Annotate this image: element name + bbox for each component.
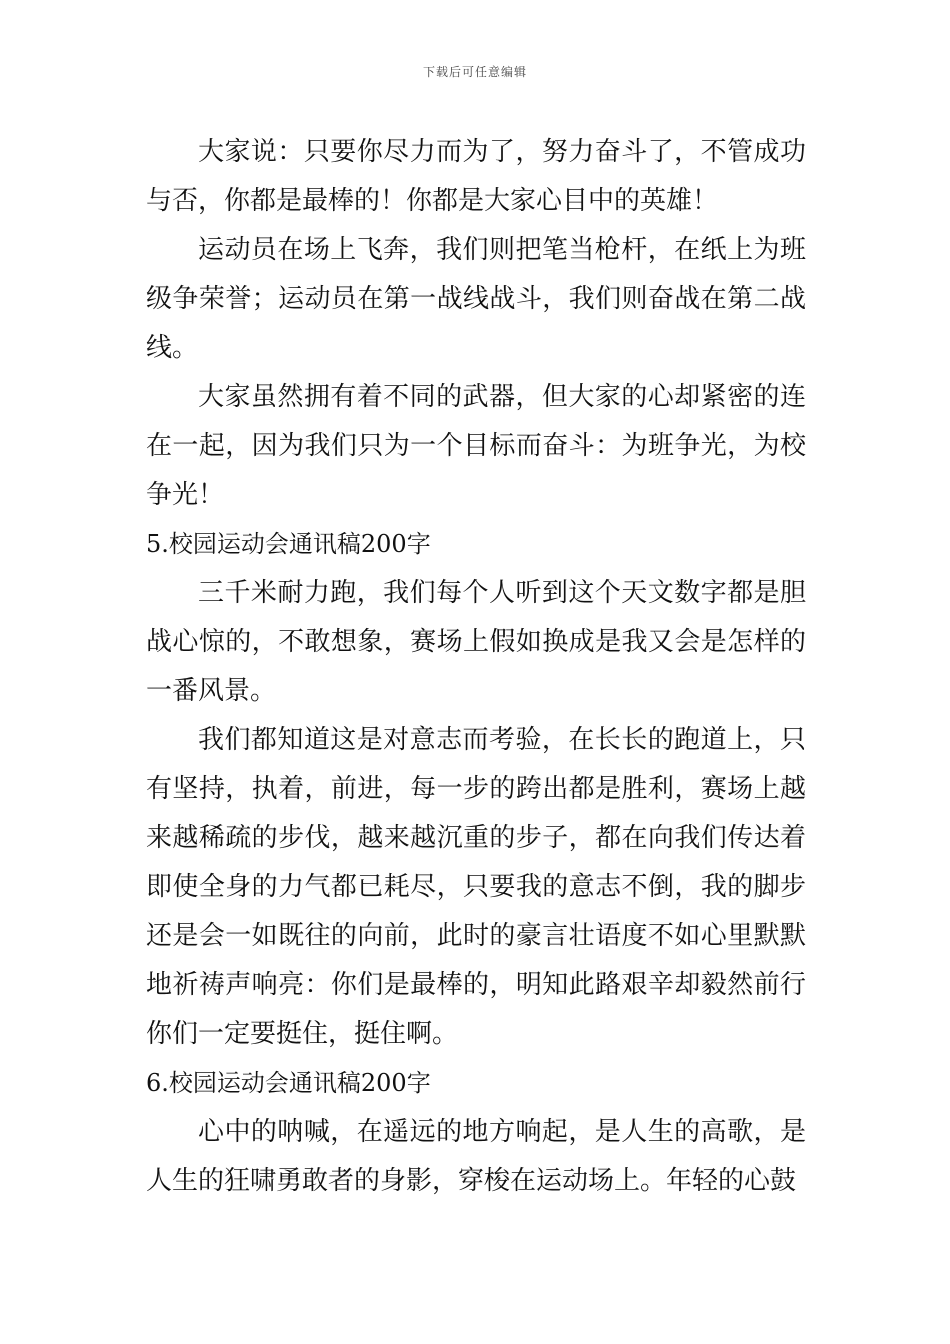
paragraph: 三千米耐力跑，我们每个人听到这个天文数字都是胆战心惊的，不敢想象，赛场上假如换成是我又会是怎样的一番风景。 [146, 578, 806, 706]
paragraph: 大家虽然拥有着不同的武器，但大家的心却紧密的连在一起，因为我们只为一个目标而奋斗：为班争光，为校争光！ [146, 382, 806, 510]
section-heading-6: 6.校园运动会通讯稿200字 [146, 1069, 431, 1097]
paragraph: 运动员在场上飞奔，我们则把笔当枪杆，在纸上为班级争荣誉；运动员在第一战线战斗，我们则奋战在第二战线。 [146, 235, 806, 363]
document-body [146, 128, 806, 1206]
page-header: 下载后可任意编辑 [422, 65, 527, 79]
paragraph: 心中的呐喊，在遥远的地方响起，是人生的高歌，是人生的狂啸勇敢者的身影，穿梭在运动场上。年轻的心鼓 [146, 1117, 806, 1196]
paragraph: 我们都知道这是对意志而考验，在长长的跑道上，只有坚持，执着，前进，每一步的跨出都是胜利，赛场上越来越稀疏的步伐，越来越沉重的步子，都在向我们传达着即使全身的力气都已耗尽，只要我的意志不倒，我的脚步还是会一如既往的向前，此时的豪言壮语度不如心里默默地祈祷声响亮：你们是最棒的，明知此路艰辛却毅然前行你们一定要挺住，挺住啊。 [146, 725, 806, 1049]
paragraph: 大家说：只要你尽力而为了，努力奋斗了，不管成功与否，你都是最棒的！你都是大家心目中的英雄！ [146, 137, 806, 216]
section-heading-5: 5.校园运动会通讯稿200字 [146, 530, 431, 558]
